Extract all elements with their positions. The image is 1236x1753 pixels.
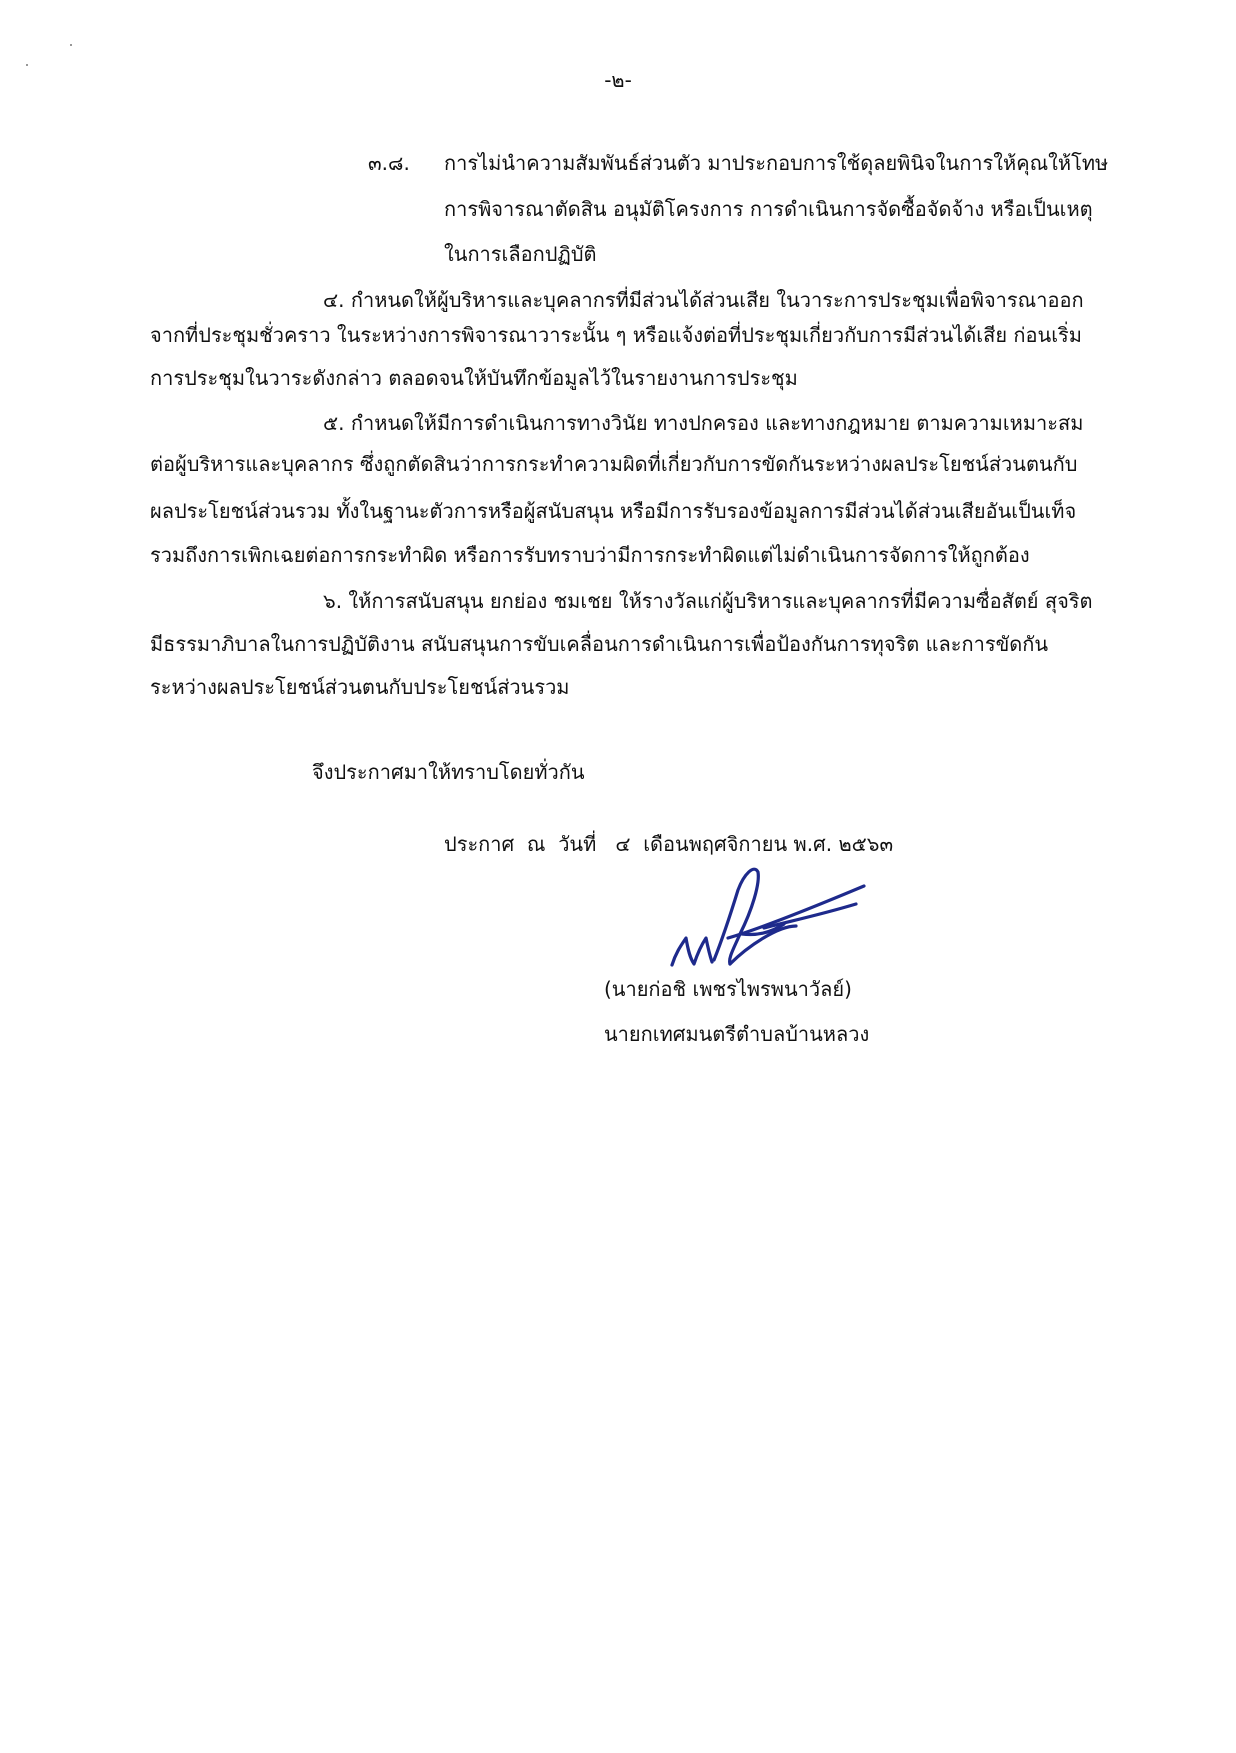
page-number: -๒- bbox=[604, 68, 632, 92]
item-3-8-line-2: การพิจารณาตัดสิน อนุมัติโครงการ การดำเนินการจัดซื้อจัดจ้าง หรือเป็นเหตุ bbox=[444, 197, 1093, 221]
announcement-line: จึงประกาศมาให้ทราบโดยทั่วกัน bbox=[312, 760, 585, 784]
item-5-line-4: รวมถึงการเพิกเฉยต่อการกระทำผิด หรือการรับทราบว่ามีการกระทำผิดแต่ไม่ดำเนินการจัดการให้ถูกต้อง bbox=[150, 543, 1030, 567]
item-4-line-3: การประชุมในวาระดังกล่าว ตลอดจนให้บันทึกข้อมูลไว้ในรายงานการประชุม bbox=[150, 366, 798, 390]
signature-image bbox=[668, 860, 868, 970]
item-3-8-line-1: การไม่นำความสัมพันธ์ส่วนตัว มาประกอบการใช้ดุลยพินิจในการให้คุณให้โทษ bbox=[444, 151, 1109, 175]
announcement-date: ประกาศ ณ วันที่ ๔ เดือนพฤศจิกายน พ.ศ. ๒๕๖๓ bbox=[444, 832, 894, 856]
item-4-line-2: จากที่ประชุมชั่วคราว ในระหว่างการพิจารณาวาระนั้น ๆ หรือแจ้งต่อที่ประชุมเกี่ยวกับการมีส่วนได้เสีย ก่อนเริ่ม bbox=[150, 323, 1082, 347]
signer-name: (นายก่อชิ เพชรไพรพนาวัลย์) bbox=[604, 977, 852, 1001]
item-6-line-1: ๖. ให้การสนับสนุน ยกย่อง ชมเชย ให้รางวัลแก่ผู้บริหารและบุคลากรที่มีความซื่อสัตย์ สุจริต bbox=[323, 589, 1093, 613]
item-3-8-line-3: ในการเลือกปฏิบัติ bbox=[444, 242, 597, 266]
item-5-line-3: ผลประโยชน์ส่วนรวม ทั้งในฐานะตัวการหรือผู้สนับสนุน หรือมีการรับรองข้อมูลการมีส่วนได้ส่วนเสียอันเป็นเท็จ bbox=[150, 499, 1077, 523]
item-3-8-number: ๓.๘. bbox=[368, 151, 410, 175]
item-4-line-1: ๔. กำหนดให้ผู้บริหารและบุคลากรที่มีส่วนได้ส่วนเสีย ในวาระการประชุมเพื่อพิจารณาออก bbox=[323, 288, 1084, 312]
scan-speck bbox=[70, 44, 72, 46]
item-6-line-2: มีธรรมาภิบาลในการปฏิบัติงาน สนับสนุนการขับเคลื่อนการดำเนินการเพื่อป้องกันการทุจริต และการขัดกัน bbox=[150, 632, 1049, 656]
item-5-line-2: ต่อผู้บริหารและบุคลากร ซึ่งถูกตัดสินว่าการกระทำความผิดที่เกี่ยวกับการขัดกันระหว่างผลประโยชน์ส่วนตนกับ bbox=[150, 452, 1078, 476]
item-6-line-3: ระหว่างผลประโยชน์ส่วนตนกับประโยชน์ส่วนรวม bbox=[150, 675, 570, 699]
signer-title: นายกเทศมนตรีตำบลบ้านหลวง bbox=[604, 1022, 870, 1046]
item-5-line-1: ๕. กำหนดให้มีการดำเนินการทางวินัย ทางปกครอง และทางกฎหมาย ตามความเหมาะสม bbox=[323, 411, 1084, 435]
